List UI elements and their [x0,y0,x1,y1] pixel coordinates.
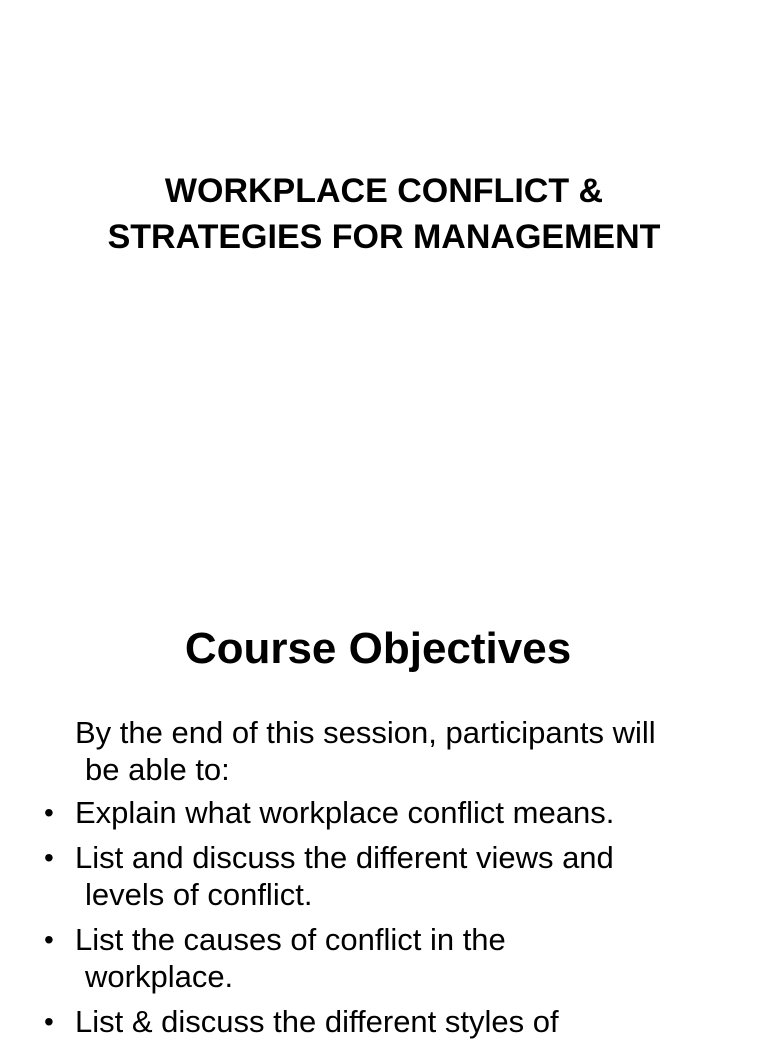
intro-line: By the end of this session, participants will [75,715,656,750]
bullet-icon: • [44,1006,54,1037]
list-item-line: List & discuss the different styles of [75,1004,559,1039]
slide-title [0,168,768,260]
section-heading: Course Objectives [184,624,572,673]
list-item-line: List and discuss the different views and [75,840,614,875]
objectives-body [0,714,768,1048]
intro-line: be able to: [85,752,230,787]
intro-paragraph [75,714,735,788]
list-item [44,921,735,995]
slide-title-line: STRATEGIES FOR MANAGEMENT [107,218,661,256]
list-item [44,1003,735,1040]
bullet-icon: • [44,924,54,955]
bullet-icon: • [44,797,54,828]
list-item-line: levels of conflict. [85,877,313,912]
list-item-line: List the causes of conflict in the [75,922,506,957]
bullet-icon: • [44,842,54,873]
slide-title-line: WORKPLACE CONFLICT & [164,172,604,210]
list-item [44,839,735,913]
list-item-line: workplace. [85,959,234,994]
list-item-line: Explain what workplace conflict means. [75,795,615,830]
objectives-list [0,794,768,1040]
list-item [44,794,735,831]
